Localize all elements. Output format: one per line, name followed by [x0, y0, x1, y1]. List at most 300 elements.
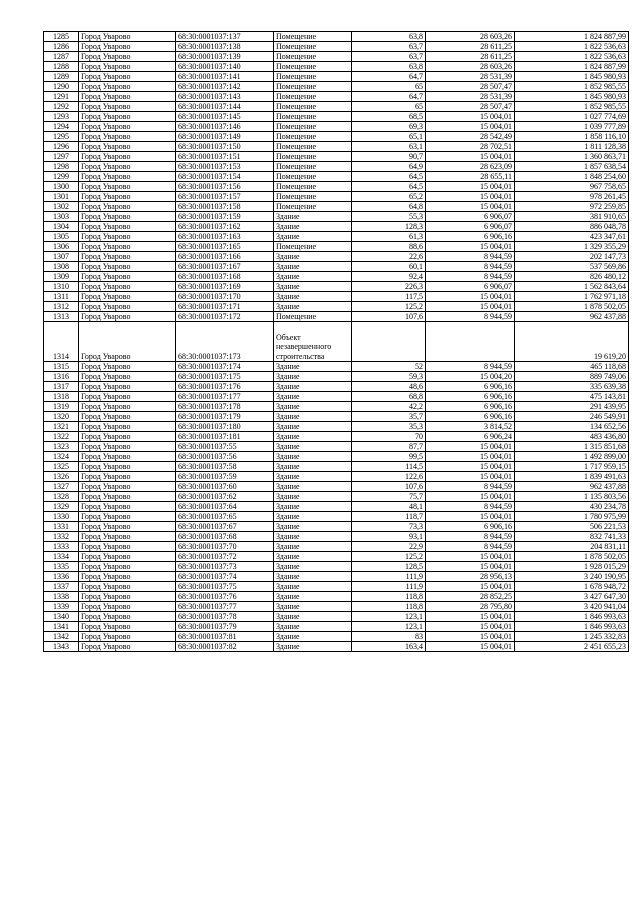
row-number-cell: 1340	[44, 612, 79, 622]
table-row	[44, 62, 629, 72]
table-row	[44, 412, 629, 422]
object-type-cell: Здание	[274, 562, 352, 572]
table-row	[44, 462, 629, 472]
locality-cell: Город Уварово	[79, 262, 176, 272]
cadastral-value-cell: 430 234,78	[515, 502, 629, 512]
cadastral-value-cell: 1 822 536,63	[515, 42, 629, 52]
locality-cell: Город Уварово	[79, 32, 176, 42]
area-cell: 125,2	[352, 552, 426, 562]
locality-cell: Город Уварово	[79, 452, 176, 462]
area-cell: 22,9	[352, 542, 426, 552]
cadastral-value-cell: 1 824 887,99	[515, 62, 629, 72]
row-number-cell: 1308	[44, 262, 79, 272]
specific-value-cell: 8 944,59	[426, 252, 515, 262]
table-row	[44, 552, 629, 562]
object-type-cell: Здание	[274, 602, 352, 612]
cadastral-value-cell: 246 549,91	[515, 412, 629, 422]
specific-value-cell: 15 004,01	[426, 182, 515, 192]
locality-cell: Город Уварово	[79, 572, 176, 582]
table-row	[44, 192, 629, 202]
area-cell: 48,1	[352, 502, 426, 512]
cadastral-number-cell: 68:30:0001037:68	[176, 532, 274, 542]
cadastral-value-cell: 1 878 502,05	[515, 552, 629, 562]
row-number-cell: 1307	[44, 252, 79, 262]
area-cell: 93,1	[352, 532, 426, 542]
cadastral-value-cell: 202 147,73	[515, 252, 629, 262]
specific-value-cell: 15 004,01	[426, 462, 515, 472]
object-type-cell: Помещение	[274, 42, 352, 52]
cadastral-number-cell: 68:30:0001037:157	[176, 192, 274, 202]
object-type-cell: Помещение	[274, 132, 352, 142]
locality-cell: Город Уварово	[79, 442, 176, 452]
cadastral-value-cell: 537 569,86	[515, 262, 629, 272]
row-number-cell: 1342	[44, 632, 79, 642]
table-row	[44, 262, 629, 272]
object-type-cell: Помещение	[274, 152, 352, 162]
row-number-cell: 1310	[44, 282, 79, 292]
table-row	[44, 582, 629, 592]
specific-value-cell: 15 004,01	[426, 112, 515, 122]
table-row	[44, 102, 629, 112]
table-row	[44, 292, 629, 302]
area-cell: 118,7	[352, 512, 426, 522]
row-number-cell: 1299	[44, 172, 79, 182]
area-cell: 64,5	[352, 182, 426, 192]
row-number-cell: 1339	[44, 602, 79, 612]
cadastral-value-cell: 3 240 190,95	[515, 572, 629, 582]
specific-value-cell: 28 852,25	[426, 592, 515, 602]
cadastral-number-cell: 68:30:0001037:166	[176, 252, 274, 262]
specific-value-cell: 28 603,26	[426, 62, 515, 72]
area-cell: 68,8	[352, 392, 426, 402]
area-cell: 73,3	[352, 522, 426, 532]
specific-value-cell: 28 623,09	[426, 162, 515, 172]
cadastral-value-cell: 962 437,88	[515, 482, 629, 492]
locality-cell: Город Уварово	[79, 582, 176, 592]
area-cell: 123,1	[352, 622, 426, 632]
specific-value-cell: 15 004,01	[426, 612, 515, 622]
specific-value-cell: 15 004,01	[426, 642, 515, 652]
table-row	[44, 182, 629, 192]
locality-cell: Город Уварово	[79, 502, 176, 512]
cadastral-value-cell: 1 824 887,99	[515, 32, 629, 42]
cadastral-value-cell: 19 619,20	[515, 322, 629, 362]
locality-cell: Город Уварово	[79, 92, 176, 102]
locality-cell: Город Уварово	[79, 372, 176, 382]
locality-cell: Город Уварово	[79, 162, 176, 172]
specific-value-cell: 8 944,59	[426, 502, 515, 512]
area-cell: 52	[352, 362, 426, 372]
object-type-cell: Здание	[274, 402, 352, 412]
specific-value-cell: 6 906,07	[426, 212, 515, 222]
cadastral-value-cell: 1 845 980,93	[515, 72, 629, 82]
specific-value-cell: 15 004,01	[426, 582, 515, 592]
cadastral-number-cell: 68:30:0001037:150	[176, 142, 274, 152]
table-row	[44, 42, 629, 52]
specific-value-cell: 6 906,16	[426, 402, 515, 412]
row-number-cell: 1305	[44, 232, 79, 242]
area-cell: 70	[352, 432, 426, 442]
cadastral-number-cell: 68:30:0001037:167	[176, 262, 274, 272]
area-cell: 63,7	[352, 42, 426, 52]
row-number-cell: 1326	[44, 472, 79, 482]
specific-value-cell: 28 507,47	[426, 82, 515, 92]
table-row	[44, 112, 629, 122]
row-number-cell: 1337	[44, 582, 79, 592]
locality-cell: Город Уварово	[79, 322, 176, 362]
object-type-cell: Помещение	[274, 142, 352, 152]
cadastral-number-cell: 68:30:0001037:177	[176, 392, 274, 402]
row-number-cell: 1321	[44, 422, 79, 432]
specific-value-cell: 15 004,01	[426, 622, 515, 632]
specific-value-cell: 8 944,59	[426, 272, 515, 282]
specific-value-cell: 15 004,01	[426, 152, 515, 162]
cadastral-value-cell: 1 027 774,69	[515, 112, 629, 122]
table-row	[44, 52, 629, 62]
cadastral-value-cell: 967 758,65	[515, 182, 629, 192]
object-type-cell: Здание	[274, 642, 352, 652]
cadastral-value-cell: 972 259,85	[515, 202, 629, 212]
locality-cell: Город Уварово	[79, 632, 176, 642]
cadastral-value-cell: 2 451 655,23	[515, 642, 629, 652]
cadastral-number-cell: 68:30:0001037:78	[176, 612, 274, 622]
specific-value-cell: 15 004,01	[426, 192, 515, 202]
area-cell: 65	[352, 102, 426, 112]
cadastral-number-cell: 68:30:0001037:77	[176, 602, 274, 612]
table-row	[44, 402, 629, 412]
table-row	[44, 242, 629, 252]
specific-value-cell: 8 944,59	[426, 532, 515, 542]
cadastral-number-cell: 68:30:0001037:154	[176, 172, 274, 182]
locality-cell: Город Уварово	[79, 622, 176, 632]
specific-value-cell: 28 542,49	[426, 132, 515, 142]
cadastral-number-cell: 68:30:0001037:153	[176, 162, 274, 172]
table-row	[44, 72, 629, 82]
area-cell: 63,7	[352, 52, 426, 62]
object-type-cell: Помещение	[274, 52, 352, 62]
cadastral-value-cell: 381 910,65	[515, 212, 629, 222]
area-cell: 226,3	[352, 282, 426, 292]
cadastral-value-cell: 1 839 491,63	[515, 472, 629, 482]
locality-cell: Город Уварово	[79, 282, 176, 292]
specific-value-cell: 6 906,07	[426, 282, 515, 292]
locality-cell: Город Уварово	[79, 512, 176, 522]
cadastral-number-cell: 68:30:0001037:72	[176, 552, 274, 562]
row-number-cell: 1313	[44, 312, 79, 322]
object-type-cell: Здание	[274, 532, 352, 542]
cadastral-value-cell: 1 852 985,55	[515, 82, 629, 92]
object-type-cell: Помещение	[274, 102, 352, 112]
area-cell: 111,9	[352, 582, 426, 592]
row-number-cell: 1292	[44, 102, 79, 112]
row-number-cell: 1303	[44, 212, 79, 222]
specific-value-cell: 3 814,52	[426, 422, 515, 432]
row-number-cell: 1327	[44, 482, 79, 492]
cadastral-value-cell: 978 261,45	[515, 192, 629, 202]
object-type-cell: Здание	[274, 262, 352, 272]
row-number-cell: 1316	[44, 372, 79, 382]
specific-value-cell: 15 004,01	[426, 472, 515, 482]
object-type-cell: Здание	[274, 362, 352, 372]
specific-value-cell: 28 702,51	[426, 142, 515, 152]
area-cell: 87,7	[352, 442, 426, 452]
cadastral-number-cell: 68:30:0001037:56	[176, 452, 274, 462]
locality-cell: Город Уварово	[79, 42, 176, 52]
cadastral-number-cell: 68:30:0001037:173	[176, 322, 274, 362]
locality-cell: Город Уварово	[79, 142, 176, 152]
cadastral-value-cell: 3 427 647,30	[515, 592, 629, 602]
area-cell: 60,1	[352, 262, 426, 272]
locality-cell: Город Уварово	[79, 122, 176, 132]
table-row	[44, 132, 629, 142]
cadastral-value-cell: 1 858 116,10	[515, 132, 629, 142]
cadastral-number-cell: 68:30:0001037:168	[176, 272, 274, 282]
object-type-cell: Здание	[274, 222, 352, 232]
area-cell: 125,2	[352, 302, 426, 312]
object-type-cell: Здание	[274, 432, 352, 442]
cadastral-number-cell: 68:30:0001037:58	[176, 462, 274, 472]
specific-value-cell: 28 655,11	[426, 172, 515, 182]
specific-value-cell: 15 004,01	[426, 202, 515, 212]
cadastral-number-cell: 68:30:0001037:145	[176, 112, 274, 122]
row-number-cell: 1298	[44, 162, 79, 172]
cadastral-value-cell: 1 678 948,72	[515, 582, 629, 592]
area-cell: 107,6	[352, 312, 426, 322]
object-type-cell: Здание	[274, 372, 352, 382]
cadastral-number-cell: 68:30:0001037:169	[176, 282, 274, 292]
locality-cell: Город Уварово	[79, 382, 176, 392]
locality-cell: Город Уварово	[79, 132, 176, 142]
cadastral-number-cell: 68:30:0001037:137	[176, 32, 274, 42]
cadastral-value-cell: 423 347,61	[515, 232, 629, 242]
object-type-cell: Здание	[274, 422, 352, 432]
table-row	[44, 562, 629, 572]
locality-cell: Город Уварово	[79, 402, 176, 412]
cadastral-number-cell: 68:30:0001037:170	[176, 292, 274, 302]
cadastral-value-cell: 1 857 638,54	[515, 162, 629, 172]
cadastral-value-cell: 1 928 015,29	[515, 562, 629, 572]
specific-value-cell: 15 004,01	[426, 442, 515, 452]
row-number-cell: 1333	[44, 542, 79, 552]
object-type-cell: Помещение	[274, 182, 352, 192]
area-cell: 64,8	[352, 202, 426, 212]
locality-cell: Город Уварово	[79, 522, 176, 532]
table-row	[44, 122, 629, 132]
cadastral-number-cell: 68:30:0001037:139	[176, 52, 274, 62]
row-number-cell: 1329	[44, 502, 79, 512]
area-cell: 35,7	[352, 412, 426, 422]
object-type-cell: Здание	[274, 272, 352, 282]
area-cell: 111,9	[352, 572, 426, 582]
cadastral-number-cell: 68:30:0001037:81	[176, 632, 274, 642]
cadastral-number-cell: 68:30:0001037:172	[176, 312, 274, 322]
table-row	[44, 452, 629, 462]
table-row	[44, 272, 629, 282]
cadastral-value-cell: 886 048,78	[515, 222, 629, 232]
row-number-cell: 1287	[44, 52, 79, 62]
table-row	[44, 372, 629, 382]
cadastral-value-cell: 335 639,38	[515, 382, 629, 392]
specific-value-cell: 28 531,39	[426, 92, 515, 102]
row-number-cell: 1300	[44, 182, 79, 192]
table-row	[44, 142, 629, 152]
specific-value-cell: 8 944,59	[426, 542, 515, 552]
locality-cell: Город Уварово	[79, 412, 176, 422]
specific-value-cell: 15 004,01	[426, 492, 515, 502]
specific-value-cell: 15 004,01	[426, 302, 515, 312]
cadastral-number-cell: 68:30:0001037:181	[176, 432, 274, 442]
row-number-cell: 1290	[44, 82, 79, 92]
area-cell: 92,4	[352, 272, 426, 282]
cadastral-number-cell: 68:30:0001037:70	[176, 542, 274, 552]
cadastral-value-cell: 889 749,06	[515, 372, 629, 382]
object-type-cell: Помещение	[274, 122, 352, 132]
locality-cell: Город Уварово	[79, 272, 176, 282]
object-type-cell: Помещение	[274, 92, 352, 102]
cadastral-value-cell: 506 221,53	[515, 522, 629, 532]
specific-value-cell	[426, 322, 515, 362]
table-row	[44, 542, 629, 552]
row-number-cell: 1328	[44, 492, 79, 502]
specific-value-cell: 15 004,20	[426, 372, 515, 382]
area-cell: 114,5	[352, 462, 426, 472]
locality-cell: Город Уварово	[79, 562, 176, 572]
area-cell: 107,6	[352, 482, 426, 492]
object-type-cell: Здание	[274, 282, 352, 292]
cadastral-number-cell: 68:30:0001037:138	[176, 42, 274, 52]
locality-cell: Город Уварово	[79, 552, 176, 562]
area-cell: 90,7	[352, 152, 426, 162]
cadastral-value-cell: 1 360 863,71	[515, 152, 629, 162]
specific-value-cell: 6 906,07	[426, 222, 515, 232]
object-type-cell: Здание	[274, 452, 352, 462]
specific-value-cell: 6 906,16	[426, 232, 515, 242]
area-cell: 42,2	[352, 402, 426, 412]
cadastral-number-cell: 68:30:0001037:76	[176, 592, 274, 602]
area-cell: 75,7	[352, 492, 426, 502]
specific-value-cell: 28 603,26	[426, 32, 515, 42]
area-cell	[352, 322, 426, 362]
cadastral-number-cell: 68:30:0001037:144	[176, 102, 274, 112]
cadastral-value-cell: 1 135 803,56	[515, 492, 629, 502]
area-cell: 65,1	[352, 132, 426, 142]
row-number-cell: 1317	[44, 382, 79, 392]
cadastral-number-cell: 68:30:0001037:143	[176, 92, 274, 102]
table-row	[44, 642, 629, 652]
table-row	[44, 392, 629, 402]
table-row	[44, 472, 629, 482]
cadastral-number-cell: 68:30:0001037:180	[176, 422, 274, 432]
specific-value-cell: 28 531,39	[426, 72, 515, 82]
area-cell: 128,5	[352, 562, 426, 572]
cadastral-value-cell: 826 480,12	[515, 272, 629, 282]
object-type-cell: Помещение	[274, 162, 352, 172]
object-type-cell: Здание	[274, 622, 352, 632]
cadastral-number-cell: 68:30:0001037:141	[176, 72, 274, 82]
table-row	[44, 212, 629, 222]
table-row	[44, 322, 629, 362]
table-row	[44, 532, 629, 542]
cadastral-number-cell: 68:30:0001037:67	[176, 522, 274, 532]
cadastral-value-cell: 1 852 985,55	[515, 102, 629, 112]
cadastral-value-cell: 475 143,81	[515, 392, 629, 402]
object-type-cell: Здание	[274, 512, 352, 522]
cadastral-number-cell: 68:30:0001037:159	[176, 212, 274, 222]
locality-cell: Город Уварово	[79, 222, 176, 232]
locality-cell: Город Уварово	[79, 302, 176, 312]
specific-value-cell: 8 944,59	[426, 362, 515, 372]
table-row	[44, 482, 629, 492]
row-number-cell: 1334	[44, 552, 79, 562]
table-row	[44, 592, 629, 602]
cadastral-value-cell: 1 878 502,05	[515, 302, 629, 312]
cadastral-value-cell: 134 652,56	[515, 422, 629, 432]
area-cell: 59,3	[352, 372, 426, 382]
row-number-cell: 1319	[44, 402, 79, 412]
cadastral-value-cell: 1 039 777,89	[515, 122, 629, 132]
cadastral-value-cell: 832 741,33	[515, 532, 629, 542]
object-type-cell: Здание	[274, 212, 352, 222]
table-row	[44, 522, 629, 532]
area-cell: 64,7	[352, 72, 426, 82]
locality-cell: Город Уварово	[79, 172, 176, 182]
specific-value-cell: 15 004,01	[426, 292, 515, 302]
table-row	[44, 502, 629, 512]
area-cell: 64,5	[352, 172, 426, 182]
row-number-cell: 1330	[44, 512, 79, 522]
area-cell: 64,9	[352, 162, 426, 172]
table-row	[44, 32, 629, 42]
object-type-cell: Здание	[274, 592, 352, 602]
cadastral-value-cell: 1 811 128,38	[515, 142, 629, 152]
cadastral-number-cell: 68:30:0001037:165	[176, 242, 274, 252]
cadastral-value-cell: 1 245 332,83	[515, 632, 629, 642]
specific-value-cell: 28 956,13	[426, 572, 515, 582]
specific-value-cell: 8 944,59	[426, 312, 515, 322]
cadastral-number-cell: 68:30:0001037:79	[176, 622, 274, 632]
area-cell: 122,6	[352, 472, 426, 482]
specific-value-cell: 8 944,59	[426, 262, 515, 272]
area-cell: 69,3	[352, 122, 426, 132]
area-cell: 35,3	[352, 422, 426, 432]
specific-value-cell: 15 004,01	[426, 632, 515, 642]
row-number-cell: 1306	[44, 242, 79, 252]
object-type-cell: Помещение	[274, 312, 352, 322]
locality-cell: Город Уварово	[79, 232, 176, 242]
row-number-cell: 1336	[44, 572, 79, 582]
cadastral-number-cell: 68:30:0001037:82	[176, 642, 274, 652]
table-row	[44, 252, 629, 262]
locality-cell: Город Уварово	[79, 542, 176, 552]
cadastral-number-cell: 68:30:0001037:178	[176, 402, 274, 412]
object-type-cell: Здание	[274, 552, 352, 562]
locality-cell: Город Уварово	[79, 112, 176, 122]
cadastral-number-cell: 68:30:0001037:176	[176, 382, 274, 392]
row-number-cell: 1296	[44, 142, 79, 152]
cadastral-number-cell: 68:30:0001037:142	[176, 82, 274, 92]
row-number-cell: 1341	[44, 622, 79, 632]
locality-cell: Город Уварово	[79, 612, 176, 622]
locality-cell: Город Уварово	[79, 72, 176, 82]
specific-value-cell: 15 004,01	[426, 452, 515, 462]
object-type-cell: Здание	[274, 502, 352, 512]
object-type-cell: Здание	[274, 582, 352, 592]
locality-cell: Город Уварово	[79, 642, 176, 652]
locality-cell: Город Уварово	[79, 192, 176, 202]
specific-value-cell: 6 906,24	[426, 432, 515, 442]
cadastral-value-cell: 1 492 899,00	[515, 452, 629, 462]
cadastral-value-cell: 1 848 254,60	[515, 172, 629, 182]
